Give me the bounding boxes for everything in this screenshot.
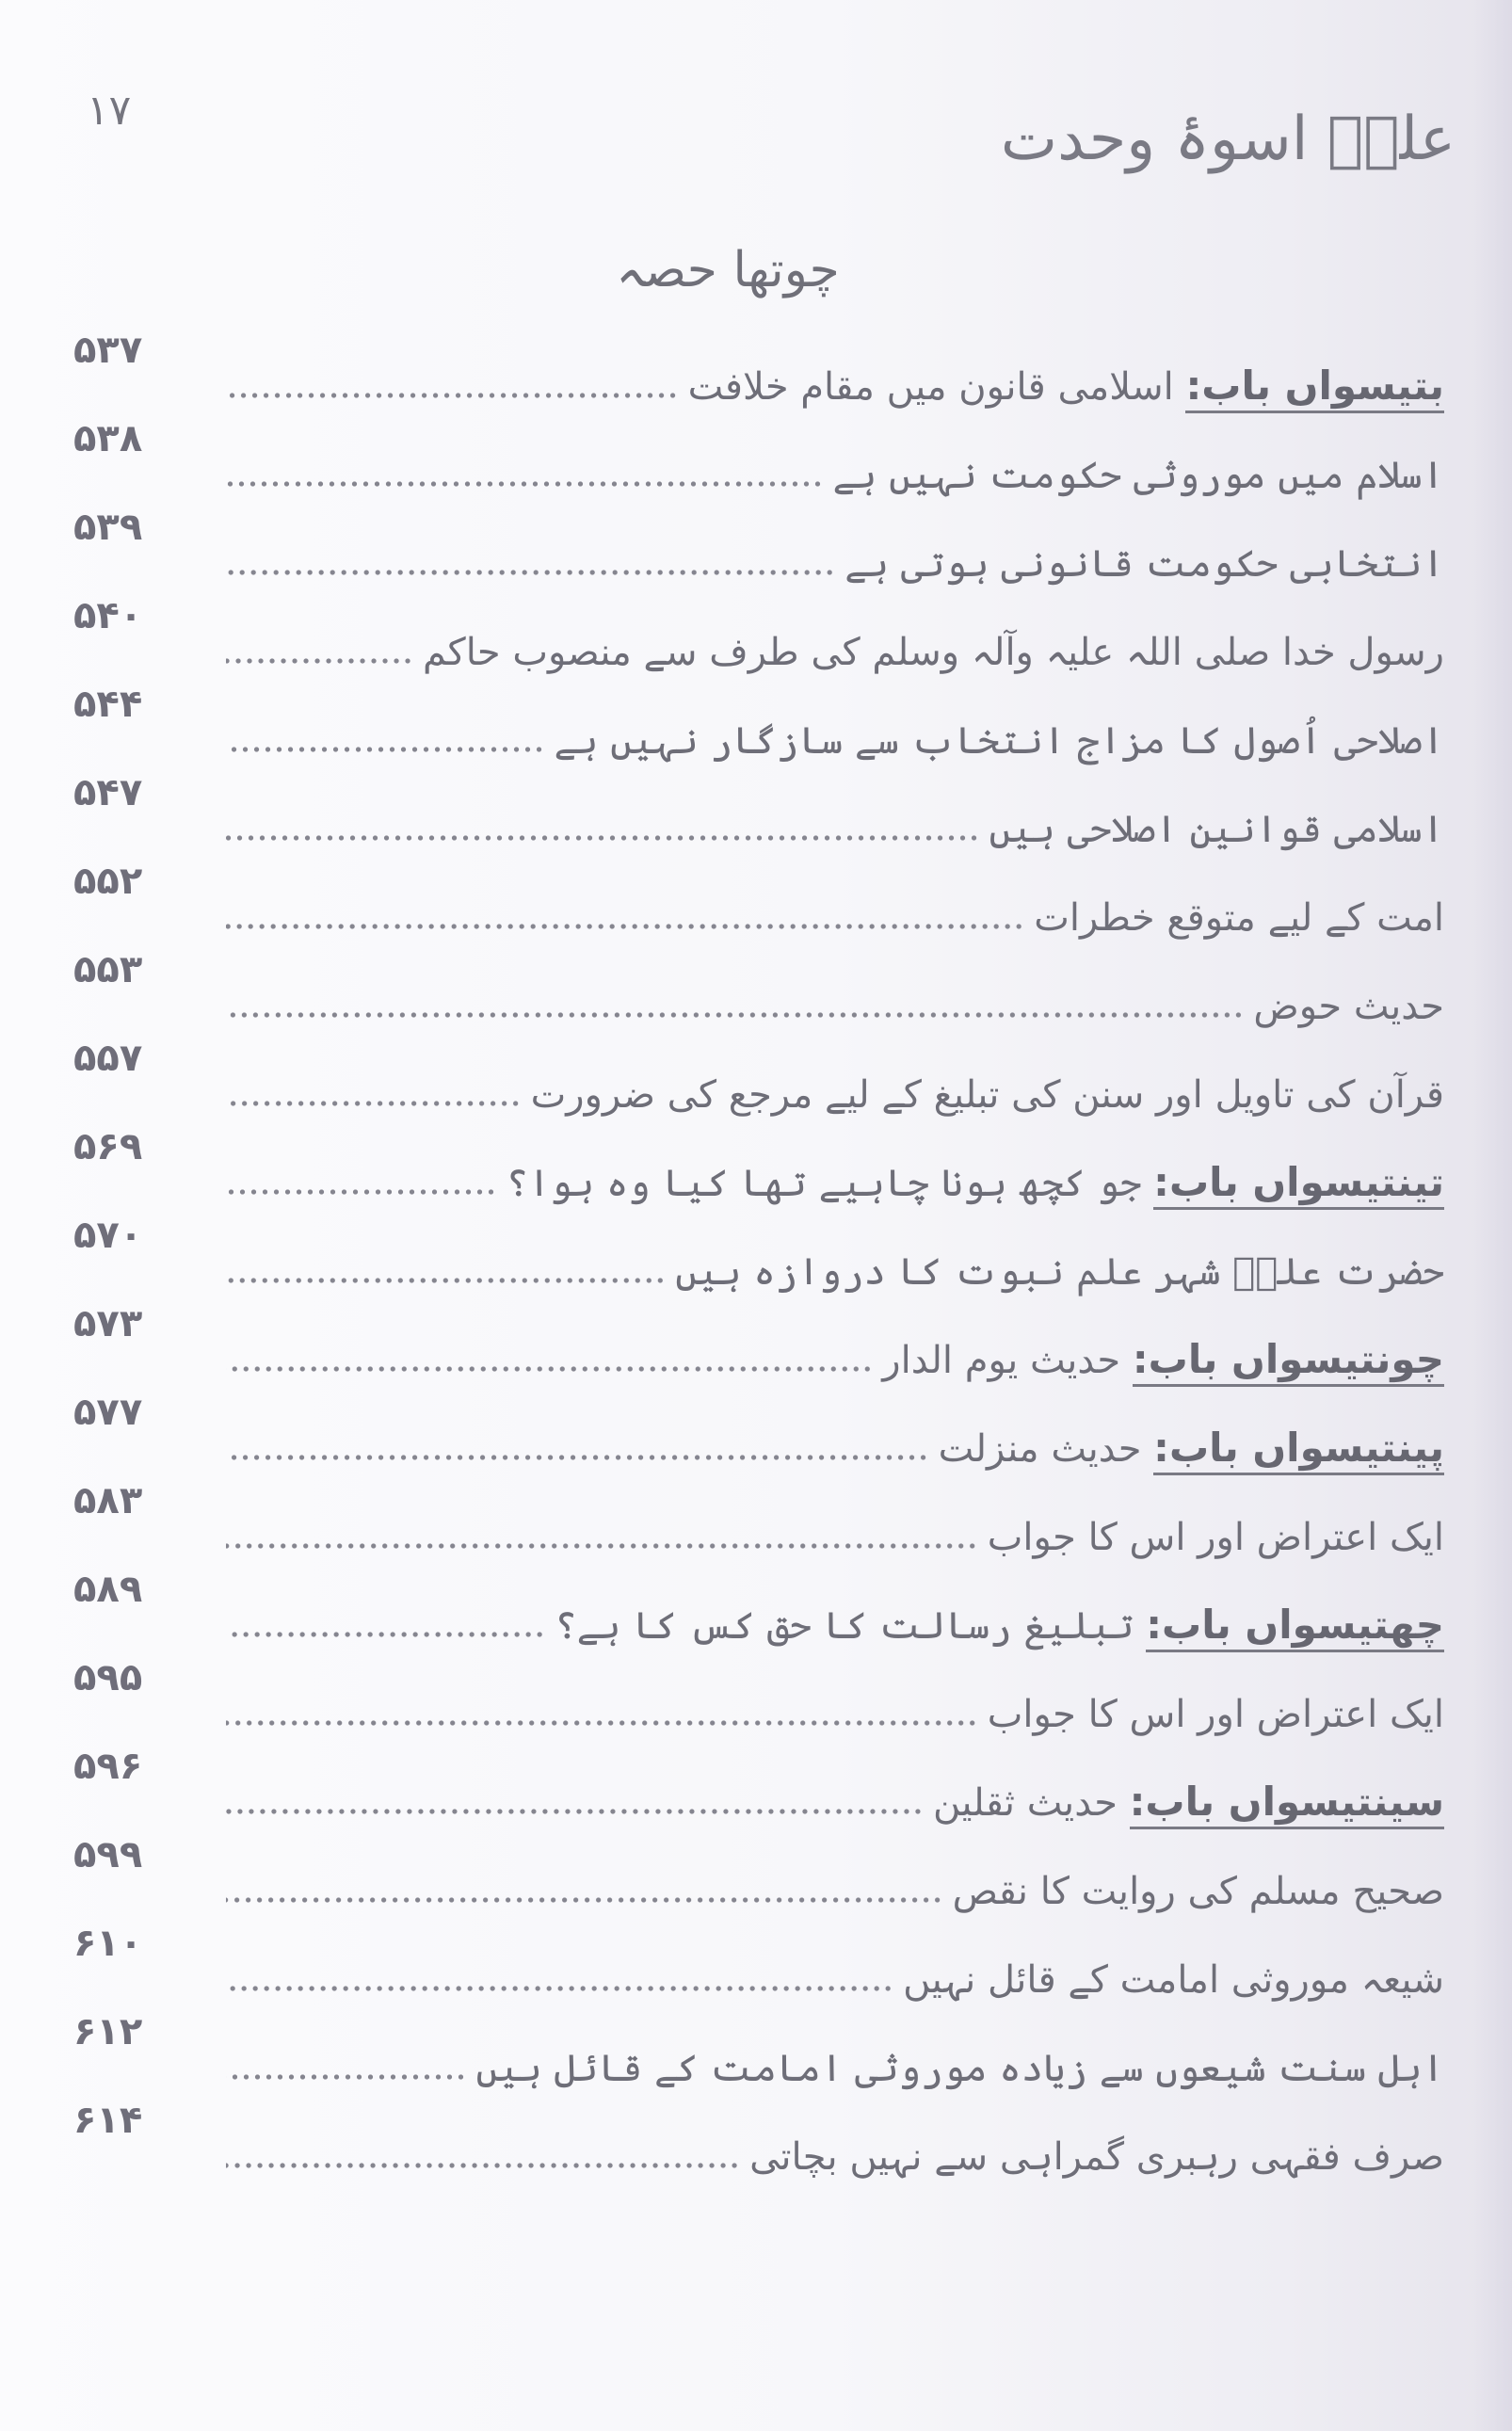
entry-title-text: ایک اعتراض اور اس کا جواب (987, 1516, 1444, 1559)
toc-row (0, 949, 1512, 1038)
chapter-label: تینتیسواں باب: (1153, 1159, 1444, 1210)
toc-entry-title (873, 1332, 1444, 1388)
toc-chapter-row (0, 1392, 1512, 1480)
toc-entry-line (226, 1331, 1444, 1388)
toc-entry-line (226, 1508, 1444, 1565)
toc-entry-title (413, 625, 1444, 680)
dot-leader (226, 1896, 943, 1904)
toc-entry-title (1024, 891, 1444, 945)
chapter-label: چونتیسواں باب: (1133, 1336, 1444, 1387)
toc-page-number: ۵۴۰ (73, 594, 143, 637)
toc-entry-line (226, 1154, 1444, 1211)
entry-title-text: اسلامی قوانین اصلاحی ہیں (989, 808, 1444, 851)
chapter-label: چھتیسواں باب: (1146, 1602, 1444, 1652)
toc-page-number: ۵۹۵ (73, 1656, 143, 1699)
toc-entry-title (893, 1953, 1444, 2007)
toc-row (0, 507, 1512, 595)
chapter-label: بتیسواں باب: (1185, 362, 1444, 413)
toc-row (0, 772, 1512, 861)
toc-chapter-row (0, 1126, 1512, 1215)
entry-title-text: حضرت علیؑ شہر علم نبوت کا دروازہ ہیں (675, 1250, 1444, 1294)
toc-entry-line (226, 800, 1444, 857)
toc-chapter-row (0, 330, 1512, 418)
toc-row (0, 1657, 1512, 1746)
entry-title-text: ایک اعتراض اور اس کا جواب (987, 1693, 1444, 1736)
toc-entry-title (924, 1775, 1444, 1830)
dot-leader (226, 923, 1024, 930)
toc-entry-title (978, 1687, 1444, 1742)
entry-title-text: حدیث ثقلین (932, 1781, 1130, 1825)
entry-title-text: اسلامی قانون میں مقام خلافت (687, 365, 1186, 409)
toc-entry-title (545, 1598, 1444, 1653)
toc-page-number: ۵۵۷ (73, 1037, 143, 1080)
toc-entry-line (226, 889, 1444, 945)
toc-row (0, 1923, 1512, 2011)
toc-entry-title (666, 1245, 1444, 1299)
dot-leader (226, 392, 679, 399)
dot-leader (226, 1631, 545, 1638)
entry-title-text: امت کے لیے متوقع خطرات (1034, 896, 1444, 940)
toc-entry-title (980, 802, 1444, 857)
toc-row (0, 1215, 1512, 1303)
toc-entry-title (943, 1864, 1444, 1919)
toc-page-number: ۵۸۹ (73, 1568, 143, 1611)
dot-leader (226, 746, 545, 753)
dot-leader (226, 1808, 924, 1815)
toc-entry-line (226, 2128, 1444, 2184)
toc-entry-line (226, 1243, 1444, 1299)
dot-leader (226, 569, 835, 576)
toc-entry-title (497, 1155, 1444, 1211)
toc-page-number: ۵۴۷ (73, 771, 143, 814)
chapter-label: سینتیسواں باب: (1130, 1779, 1444, 1829)
dot-leader (226, 834, 980, 842)
toc-entry-title (522, 1068, 1444, 1122)
toc-entry-line (226, 1862, 1444, 1919)
toc-page-number: ۵۹۶ (73, 1745, 143, 1788)
scan-shadow-edge (1474, 0, 1512, 2431)
toc-entry-line (226, 623, 1444, 680)
toc-row (0, 684, 1512, 772)
dot-leader (226, 1188, 497, 1196)
page-number: ١٧ (87, 87, 132, 135)
entry-title-text: قرآن کی تاویل اور سنن کی تبلیغ کے لیے مرجع کی ضرورت (530, 1073, 1444, 1117)
entry-title-text: شیعہ موروثی امامت کے قائل نہیں (903, 1958, 1444, 2002)
entry-title-text: رسول خدا صلی اللہ علیہ وآلہ وسلم کی طرف سے منصوب حاکم (423, 631, 1444, 674)
toc-row (0, 2100, 1512, 2188)
toc-page-number: ۶۱۰ (73, 1922, 143, 1965)
toc-entry-line (226, 1420, 1444, 1476)
dot-leader (226, 1542, 978, 1550)
toc-row (0, 1038, 1512, 1126)
entry-title-text: حدیث حوض (1253, 985, 1444, 1028)
dot-leader (226, 1985, 893, 1992)
toc-entry-title (978, 1510, 1444, 1565)
toc-row (0, 2011, 1512, 2100)
toc-chapter-row (0, 1569, 1512, 1657)
dot-leader (226, 1277, 666, 1284)
entry-title-text: اسلام میں موروثی حکومت نہیں ہے (832, 454, 1444, 497)
toc-entry-line (226, 1066, 1444, 1122)
toc-entry-line (226, 1685, 1444, 1742)
entry-title-text: حدیث یوم الدار (882, 1339, 1133, 1382)
toc-entry-line (226, 535, 1444, 591)
toc-page-number: ۵۳۹ (73, 506, 143, 549)
toc-entry-title (823, 448, 1444, 503)
dot-leader (226, 2073, 467, 2081)
dot-leader (226, 1719, 978, 1727)
toc-row (0, 595, 1512, 684)
toc-entry-title (929, 1421, 1444, 1476)
dot-leader (226, 1100, 522, 1107)
toc-entry-line (226, 712, 1444, 768)
book-title-running-header: علیؑ اسوۂ وحدت (1000, 105, 1456, 174)
toc-entry-title (835, 537, 1444, 591)
entry-title-text: جو کچھ ہونا چاہیے تھا کیا وہ ہوا؟ (506, 1162, 1154, 1205)
toc-page-number: ۵۷۳ (73, 1302, 143, 1345)
toc-entry-line (226, 2039, 1444, 2096)
toc-entry-line (226, 1774, 1444, 1830)
toc-entry-title (679, 359, 1444, 414)
toc-entry-line (226, 1951, 1444, 2007)
dot-leader (226, 2162, 740, 2169)
entry-title-text: حدیث منزلت (938, 1427, 1154, 1471)
entry-title-text: انتخابی حکومت قانونی ہوتی ہے (844, 542, 1444, 586)
toc-page-number: ۵۵۲ (73, 860, 143, 903)
toc-entry-line (226, 1597, 1444, 1653)
toc-row (0, 861, 1512, 949)
toc-entry-title (467, 2041, 1445, 2096)
toc-chapter-row (0, 1303, 1512, 1392)
entry-title-text: اہل سنت شیعوں سے زیادہ موروثی امامت کے قائل ہیں (475, 2047, 1444, 2090)
entry-title-text: اصلاحی اُصول کا مزاج انتخاب سے سازگار نہیں ہے (554, 719, 1444, 763)
entry-title-text: تبلیغ رسالت کا حق کس کا ہے؟ (555, 1604, 1147, 1648)
toc-page-number: ۵۸۳ (73, 1479, 143, 1522)
toc-entry-line (226, 358, 1444, 414)
toc-entry-line (226, 977, 1444, 1034)
toc-entry-line (226, 446, 1444, 503)
chapter-label: پینتیسواں باب: (1153, 1425, 1444, 1475)
toc-page-number: ۶۱۲ (73, 2010, 143, 2053)
toc-entry-title (545, 714, 1444, 768)
toc-page-number: ۵۷۰ (73, 1214, 143, 1257)
toc-row (0, 1834, 1512, 1923)
toc-chapter-row (0, 1746, 1512, 1834)
toc-page-number: ۵۳۷ (73, 329, 143, 372)
dot-leader (226, 1454, 929, 1461)
toc-row (0, 1480, 1512, 1569)
section-heading: چوتھا حصہ (616, 242, 840, 298)
toc-page-number: ۶۱۴ (73, 2099, 143, 2142)
dot-leader (226, 657, 413, 665)
toc-row (0, 418, 1512, 507)
toc-entry-title (740, 2130, 1444, 2184)
dot-leader (226, 1011, 1244, 1019)
entry-title-text: صرف فقہی رہبری گمراہی سے نہیں بچاتی (749, 2135, 1444, 2179)
toc-page-number: ۵۳۸ (73, 417, 143, 460)
toc-page-number: ۵۵۳ (73, 948, 143, 991)
toc-entry-title (1244, 979, 1444, 1034)
dot-leader (226, 1365, 873, 1373)
dot-leader (226, 480, 823, 488)
toc-page-number: ۵۴۴ (73, 683, 143, 726)
toc-page-number: ۵۶۹ (73, 1125, 143, 1168)
toc-page-number: ۵۹۹ (73, 1833, 143, 1876)
entry-title-text: صحیح مسلم کی روایت کا نقص (952, 1870, 1444, 1913)
toc-page-number: ۵۷۷ (73, 1391, 143, 1434)
